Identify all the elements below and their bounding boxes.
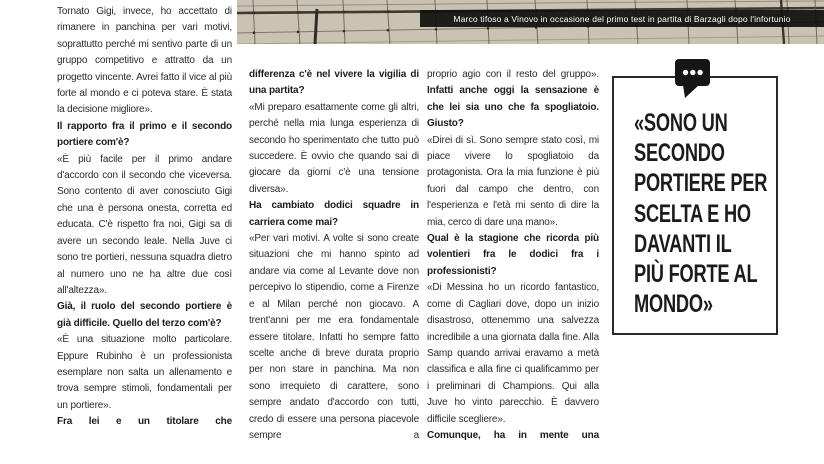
question-paragraph: Già, il ruolo del secondo portiere è già difficile. Quello del terzo com'è? [57,301,232,329]
question-paragraph: Fra lei e un titolare che [57,416,232,428]
article-column-2 [249,67,419,444]
header-photo [237,0,824,44]
answer-paragraph: «Per vari motivi. A volte si sono create situazioni che mi hanno spinto ad andare via come al Levante dove non percepivo lo stipendio, come a Firenze e al Milan perché non giocavo. A trent'anni per me era fondamentale essere titolare. Infatti ho sempre fatto scelte anche di breve durata proprio per non stare in panchina. Ma non sono irrequieto di carattere, sono sempre andato d'accordo con tutti, credo di essere una persona piacevole sempre a [249,233,419,441]
question-paragraph: Qual è la stagione che ricorda più volentieri fra le dodici fra i professionisti? [427,233,599,277]
article-column-3 [427,67,599,444]
question-paragraph: Infatti anche oggi la sensazione è che lei sia uno che fa spogliatoio. Giusto? [427,85,599,130]
answer-paragraph: «È una situazione molto particolare. Eppure Rubinho è un professionista esemplare non salta un allenamento e trova sempre stimoli, fondamentali per un portiere». [57,334,232,411]
answer-paragraph: «È più facile per il primo andare d'accordo con il secondo che viceversa. Sono contento di aver conosciuto Gigi che una è persona onesta, corretta ed educata. C'è rispetto fra noi, Gigi sa di avere un secondo leale. Nella Juve ci sono tre portieri, nessuna squadra dietro al numero uno ne ha altre due così all'altezza». [57,153,232,296]
answer-paragraph: proprio agio con il resto del gruppo». [427,69,599,80]
speech-bubble-ellipsis-icon [673,57,713,101]
answer-paragraph: «Di Messina ho un ricordo fantastico, come di Cagliari dove, dopo un inizio disastroso, ottenemmo una salvezza incredibile a una giornata dalla fine. Alla Samp quando arrivai eravamo a metà classifica e alla fine ci qualificammo per i preliminari di Champions. Qui alla Juve ho vinto parecchio. È davvero difficile scegliere». [427,282,599,425]
photo-caption: Marco tifoso a Vinovo in occasione del primo test in partita di Barzagli dopo l'infortunio [420,10,824,27]
question-paragraph: Il rapporto fra il primo e il secondo portiere com'è? [57,120,232,149]
pull-quote-text: «SONO UN SECONDO PORTIERE PER SCELTA E HO DAVANTI IL PIÙ FORTE AL MONDO» [634,109,768,319]
question-paragraph: differenza c'è nel vivere la vigilia di una partita? [249,69,419,97]
article-column-1 [57,4,232,431]
question-paragraph: Comunque, ha in mente una [427,429,599,441]
pull-quote-box [612,76,778,335]
answer-paragraph: «Direi di sì. Sono sempre stato così, mi piace vivere lo spogliatoio da protagonista. Ora la mia funzione è più fuori dal campo che dentro, con l'esperienza e l'età mi sento di dire la mia, cerco di dare una mano». [427,134,599,228]
answer-paragraph: «Mi preparo esattamente come gli altri, perché nella mia lunga esperienza di secondo ho sperimentato che tutto può succedere. È ovvio che quando sai di giocare da giorni c'è una tensione diversa». [249,101,419,195]
answer-paragraph: Tornato Gigi, invece, ho accettato di rimanere in panchina per vari motivi, soprattutto perché mi sentivo parte di un gruppo competitivo e attratto da un progetto vincente. Avrei fatto il vice al più forte al mondo e ci poteva stare. È stata la decisione migliore». [57,6,232,116]
question-paragraph: Ha cambiato dodici squadre in carriera come mai? [249,200,419,228]
